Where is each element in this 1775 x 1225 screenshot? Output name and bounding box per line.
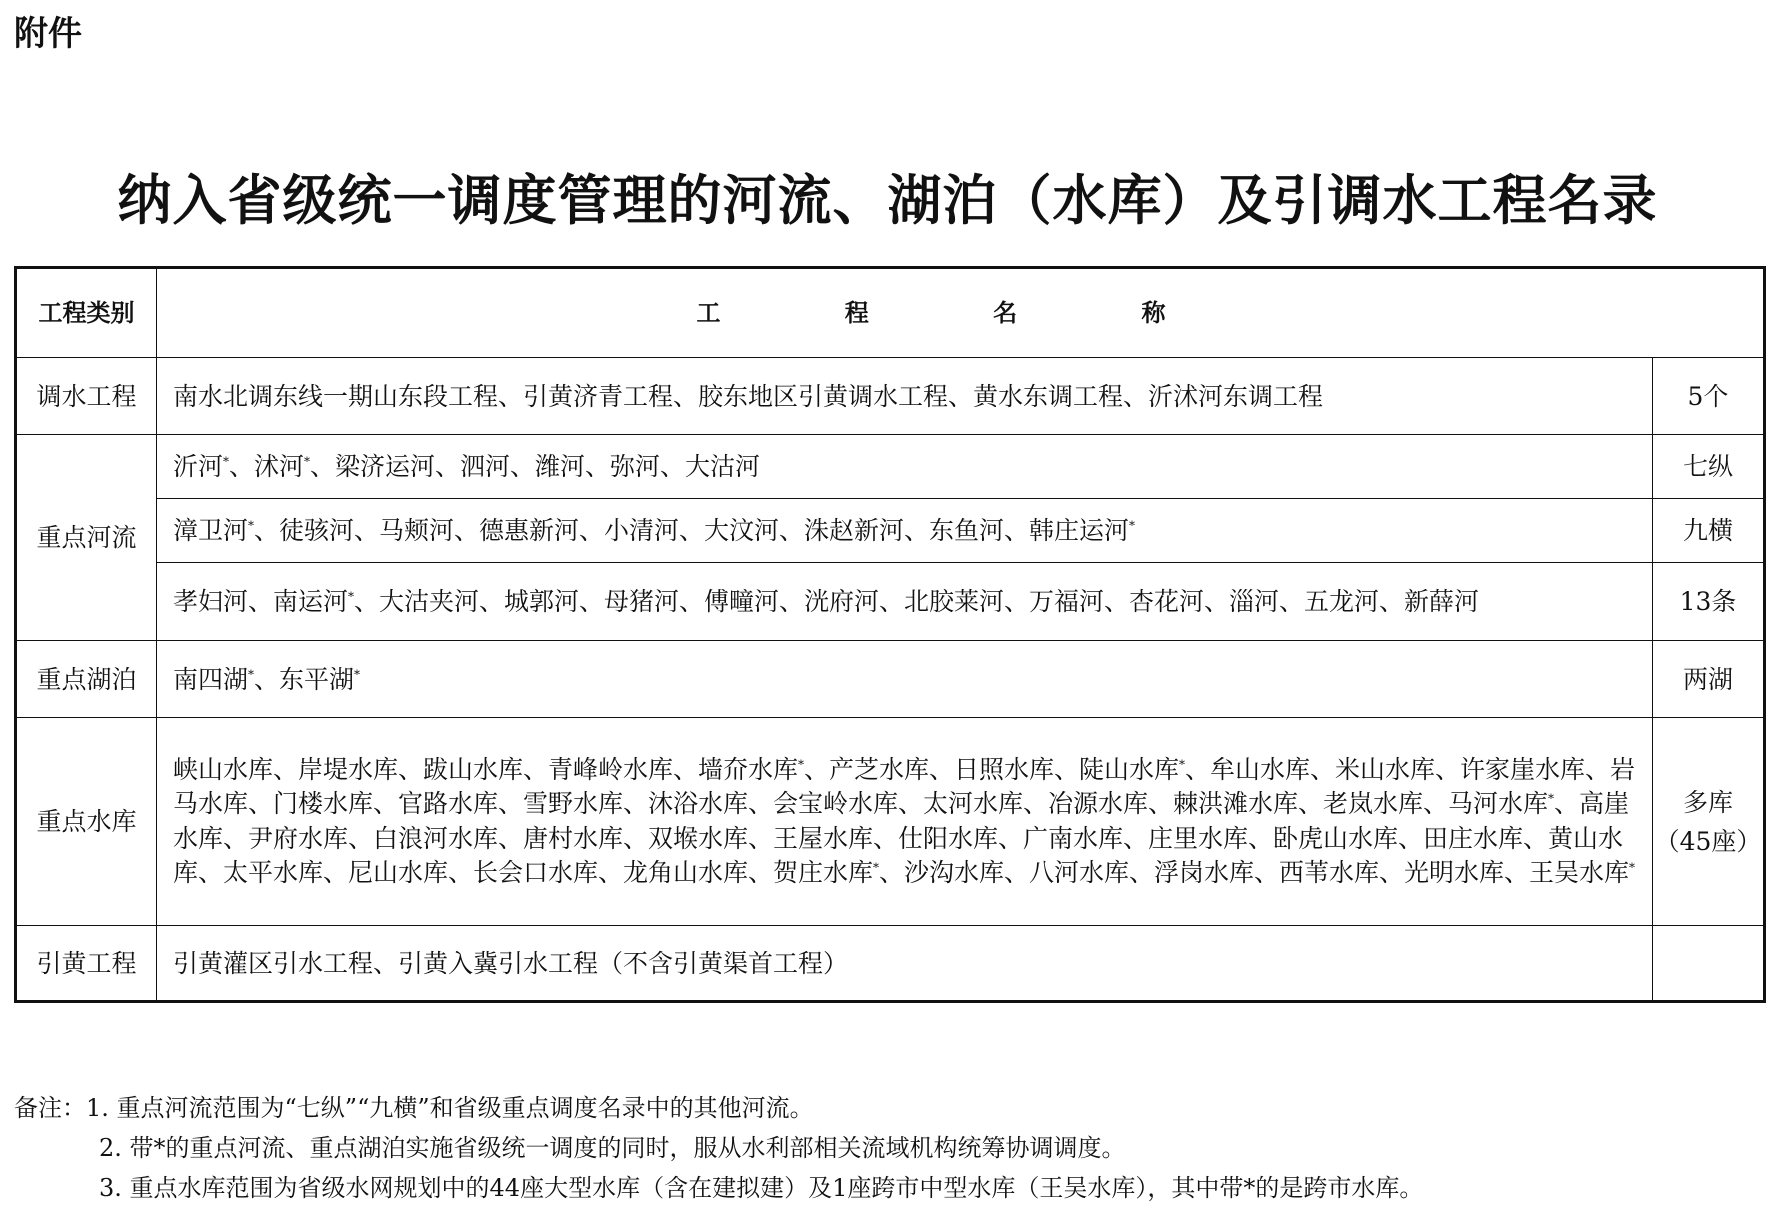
cross-city-mark: * — [873, 860, 880, 875]
table-row — [16, 641, 1765, 718]
count-reservoirs-label: 多库 — [1682, 787, 1733, 817]
table-row — [16, 926, 1765, 1002]
header-name: 工 程 名 称 — [157, 268, 1765, 358]
names-rivers-other: 孝妇河、南运河*、大沽夹河、城郭河、母猪河、傅疃河、洸府河、北胶莱河、万福河、杏花河、淄河、五龙河、新薛河 — [157, 563, 1653, 641]
notes — [14, 1088, 1423, 1208]
count-lakes: 两湖 — [1652, 641, 1764, 718]
category-rivers: 重点河流 — [16, 435, 157, 641]
cross-city-mark: * — [1179, 757, 1186, 772]
count-rivers-vertical: 七纵 — [1652, 435, 1764, 499]
cross-city-mark: * — [248, 518, 255, 533]
count-reservoirs-note: （45座） — [1654, 826, 1762, 856]
category-reservoirs: 重点水库 — [16, 718, 157, 926]
cross-city-mark: * — [223, 454, 230, 469]
names-water-transfer: 南水北调东线一期山东段工程、引黄济青工程、胶东地区引黄调水工程、黄水东调工程、沂沭河东调工程 — [157, 358, 1653, 435]
table-row — [16, 499, 1765, 563]
cross-city-mark: * — [348, 589, 355, 604]
count-rivers-other: 13条 — [1652, 563, 1764, 641]
cross-city-mark: * — [1629, 860, 1636, 875]
count-water-transfer: 5个 — [1652, 358, 1764, 435]
count-yellow-river — [1652, 926, 1764, 1002]
cross-city-mark: * — [1548, 791, 1555, 806]
cross-city-mark: * — [248, 667, 255, 682]
table-row — [16, 563, 1765, 641]
table-row — [16, 358, 1765, 435]
note-2: 2. 带*的重点河流、重点湖泊实施省级统一调度的同时，服从水利部相关流域机构统筹协调调度。 — [99, 1134, 1126, 1162]
names-rivers-horizontal: 漳卫河*、徒骇河、马颊河、德惠新河、小清河、大汶河、洙赵新河、东鱼河、韩庄运河* — [157, 499, 1653, 563]
names-reservoirs: 峡山水库、岸堤水库、跋山水库、青峰岭水库、墙夼水库*、产芝水库、日照水库、陡山水库*、牟山水库、米山水库、许家崖水库、岩马水库、门楼水库、官路水库、雪野水库、沐浴水库、会宝岭水库、太河水库、冶源水库、棘洪滩水库、老岚水库、马河水库*、高崖水库、尹府水库、白浪河水库、唐村水库、双堠水库、王屋水库、仕阳水库、广南水库、庄里水库、卧虎山水库、田庄水库、黄山水库、太平水库、尼山水库、长会口水库、龙角山水库、贺庄水库*、沙沟水库、八河水库、浮岗水库、西苇水库、光明水库、王吴水库* — [157, 718, 1653, 926]
table-row — [16, 718, 1765, 926]
page-title: 纳入省级统一调度管理的河流、湖泊（水库）及引调水工程名录 — [117, 168, 1658, 232]
category-yellow-river: 引黄工程 — [16, 926, 157, 1002]
project-list-table — [14, 266, 1766, 1003]
names-yellow-river: 引黄灌区引水工程、引黄入冀引水工程（不含引黄渠首工程） — [157, 926, 1653, 1002]
cross-city-mark: * — [1129, 518, 1136, 533]
note-3: 3. 重点水库范围为省级水网规划中的44座大型水库（含在建拟建）及1座跨市中型水库（王吴水库），其中带*的是跨市水库。 — [99, 1174, 1424, 1202]
header-category: 工程类别 — [16, 268, 157, 358]
note-1: 备注：1. 重点河流范围为“七纵”“九横”和省级重点调度名录中的其他河流。 — [14, 1094, 814, 1122]
attachment-label: 附件 — [14, 14, 82, 54]
table-header-row — [16, 268, 1765, 358]
names-rivers-vertical: 沂河*、沭河*、梁济运河、泗河、潍河、弥河、大沽河 — [157, 435, 1653, 499]
table-row — [16, 435, 1765, 499]
category-lakes: 重点湖泊 — [16, 641, 157, 718]
count-reservoirs — [1652, 718, 1764, 926]
category-water-transfer: 调水工程 — [16, 358, 157, 435]
cross-city-mark: * — [304, 454, 311, 469]
count-rivers-horizontal: 九横 — [1652, 499, 1764, 563]
cross-city-mark: * — [354, 667, 361, 682]
cross-city-mark: * — [798, 757, 805, 772]
names-lakes: 南四湖*、东平湖* — [157, 641, 1653, 718]
